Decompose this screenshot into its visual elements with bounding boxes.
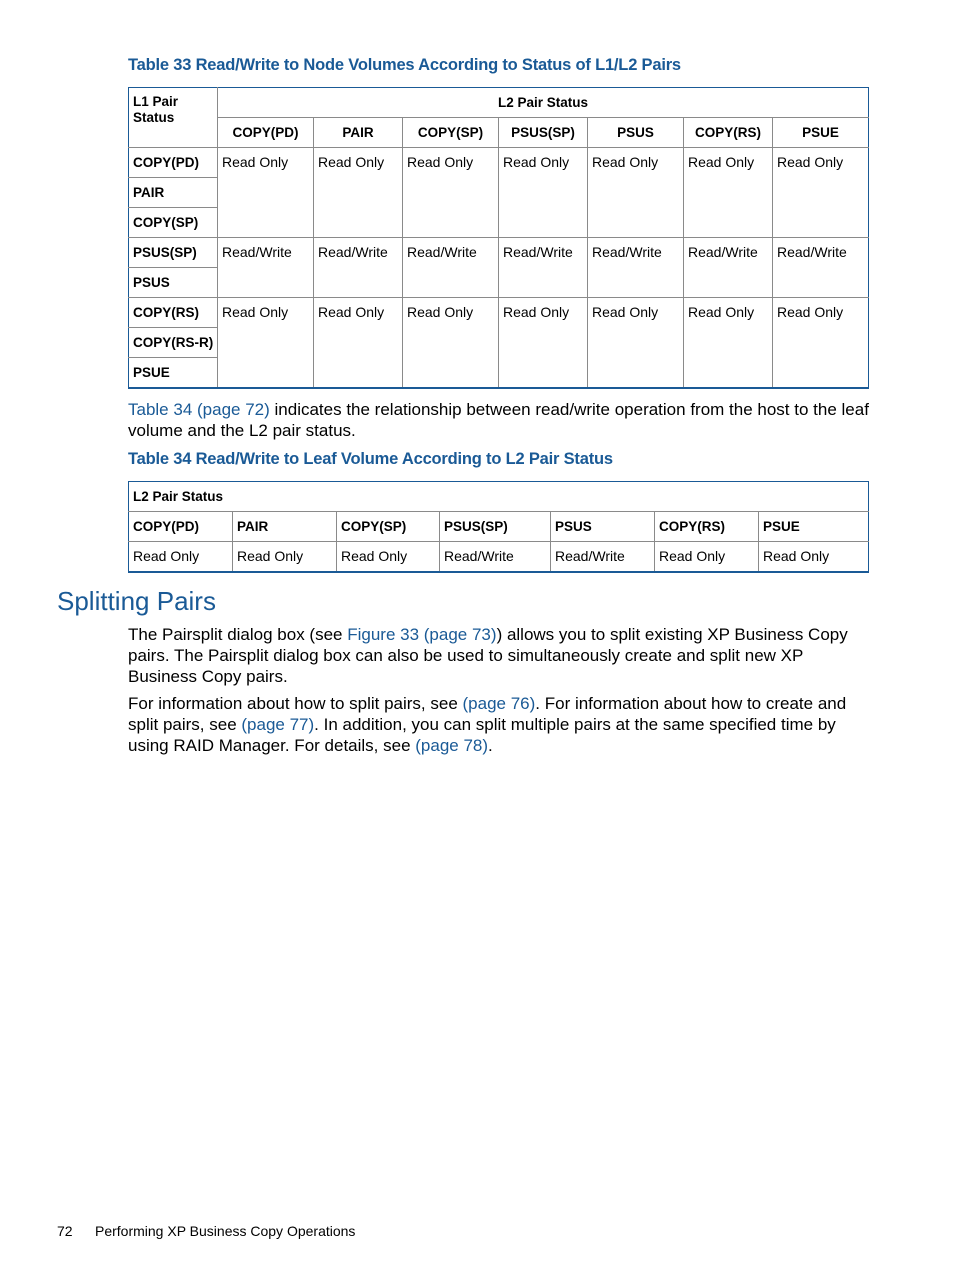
table-cell: Read/Write — [773, 238, 869, 298]
intro-paragraph — [128, 399, 870, 441]
table-cell: Read/Write — [440, 542, 551, 572]
table-cell: Read Only — [233, 542, 337, 572]
row-label: COPY(SP) — [129, 208, 218, 238]
page-76-link[interactable]: (page 76) — [462, 694, 536, 713]
table-cell: Read Only — [759, 542, 869, 572]
table-33 — [128, 87, 869, 389]
table-33-caption: Table 33 Read/Write to Node Volumes According to Status of L1/L2 Pairs — [128, 56, 681, 74]
column-header: PSUS(SP) — [440, 512, 551, 542]
table-cell: Read Only — [588, 148, 684, 238]
table-row — [129, 542, 869, 572]
table-cell: Read Only — [403, 148, 499, 238]
table-cell: Read/Write — [684, 238, 773, 298]
table-cell: Read/Write — [588, 238, 684, 298]
paragraph-text: For information about how to split pairs, see — [128, 694, 463, 713]
row-label: PAIR — [129, 178, 218, 208]
group-header: L2 Pair Status — [129, 482, 869, 512]
paragraph-2 — [128, 693, 870, 756]
table-cell: Read Only — [499, 298, 588, 388]
row-label: PSUS(SP) — [129, 238, 218, 268]
table-cell: Read Only — [588, 298, 684, 388]
table-cell: Read/Write — [551, 542, 655, 572]
row-label: COPY(RS) — [129, 298, 218, 328]
table-row — [129, 298, 869, 328]
table-cell: Read/Write — [403, 238, 499, 298]
paragraph-text: The Pairsplit dialog box (see — [128, 625, 348, 644]
column-header: PSUS(SP) — [499, 118, 588, 148]
page-78-link[interactable]: (page 78) — [415, 736, 489, 755]
table-cell: Read Only — [499, 148, 588, 238]
table-cell: Read Only — [218, 298, 314, 388]
table-34 — [128, 481, 869, 573]
corner-header: L1 Pair Status — [129, 88, 218, 148]
table-cell: Read Only — [314, 148, 403, 238]
column-header: PSUS — [588, 118, 684, 148]
table-cell: Read Only — [129, 542, 233, 572]
table-cell: Read Only — [684, 298, 773, 388]
section-heading: Splitting Pairs — [57, 586, 216, 616]
table-cell: Read Only — [655, 542, 759, 572]
column-header: COPY(SP) — [337, 512, 440, 542]
table-cell: Read Only — [337, 542, 440, 572]
table-cell: Read Only — [314, 298, 403, 388]
page-number: 72 — [57, 1223, 73, 1239]
row-label: COPY(PD) — [129, 148, 218, 178]
column-header: PSUE — [773, 118, 869, 148]
table-34-link[interactable]: Table 34 (page 72) — [128, 400, 270, 419]
table-34-caption: Table 34 Read/Write to Leaf Volume According to L2 Pair Status — [128, 450, 613, 468]
paragraph-text: ) allows you to split existing XP Business Copy pairs. The Pairsplit dialog box can also be used to simultaneously create and split new XP Business Copy pairs. — [128, 625, 848, 686]
column-header: COPY(RS) — [655, 512, 759, 542]
page-footer — [57, 1223, 355, 1239]
group-header: L2 Pair Status — [218, 88, 869, 118]
column-header: COPY(PD) — [218, 118, 314, 148]
paragraph-1 — [128, 624, 870, 687]
table-cell: Read Only — [773, 298, 869, 388]
row-label: PSUS — [129, 268, 218, 298]
table-row — [129, 238, 869, 268]
table-cell: Read Only — [403, 298, 499, 388]
column-header: COPY(RS) — [684, 118, 773, 148]
column-header: COPY(SP) — [403, 118, 499, 148]
row-label: PSUE — [129, 358, 218, 388]
table-cell: Read Only — [773, 148, 869, 238]
paragraph-text: . In addition, you can split multiple pairs at the same specified time by using RAID Manager. For details, see — [128, 715, 836, 755]
footer-title: Performing XP Business Copy Operations — [95, 1223, 356, 1239]
table-cell: Read/Write — [314, 238, 403, 298]
paragraph-text: indicates the relationship between read/write operation from the host to the leaf volume and the L2 pair status. — [128, 400, 869, 440]
table-cell: Read/Write — [499, 238, 588, 298]
figure-33-link[interactable]: Figure 33 (page 73) — [347, 625, 497, 644]
table-cell: Read/Write — [218, 238, 314, 298]
table-row — [129, 148, 869, 178]
page-77-link[interactable]: (page 77) — [241, 715, 315, 734]
table-cell: Read Only — [684, 148, 773, 238]
column-header: PSUE — [759, 512, 869, 542]
column-header: COPY(PD) — [129, 512, 233, 542]
paragraph-text: . For information about how to create and split pairs, see — [128, 694, 847, 734]
row-label: COPY(RS-R) — [129, 328, 218, 358]
paragraph-text: . — [488, 736, 493, 755]
column-header: PAIR — [233, 512, 337, 542]
column-header: PSUS — [551, 512, 655, 542]
column-header: PAIR — [314, 118, 403, 148]
table-cell: Read Only — [218, 148, 314, 238]
